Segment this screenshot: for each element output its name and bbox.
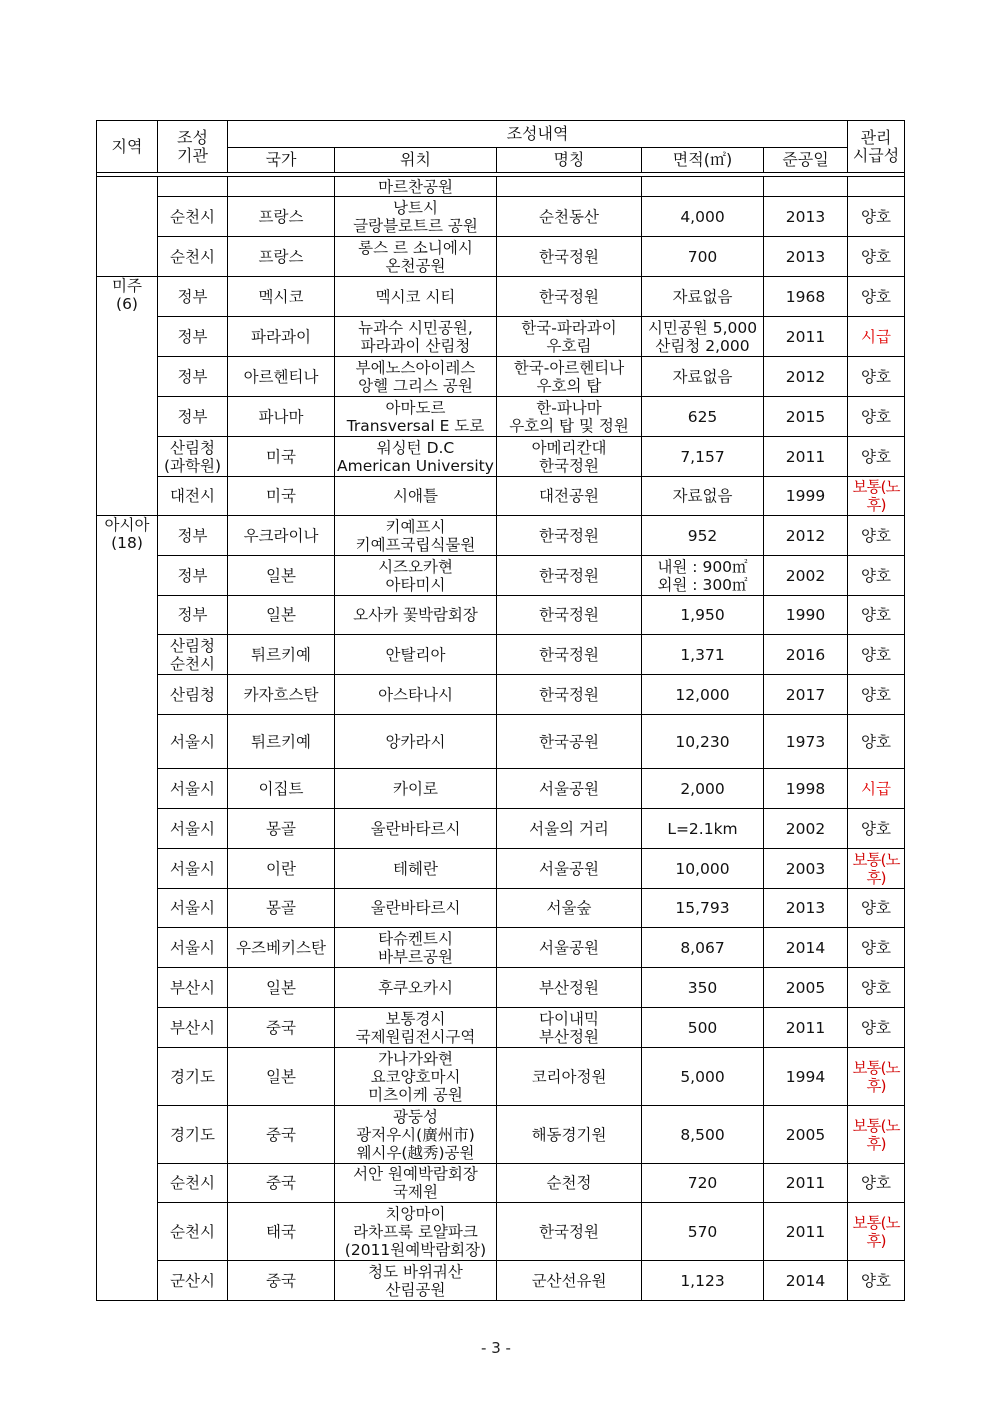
cell-country: 미국	[228, 477, 335, 516]
cell-area: 570	[642, 1203, 764, 1261]
cell-area: 7,157	[642, 437, 764, 477]
cell-area: 내원 : 900㎡ 외원 : 300㎡	[642, 556, 764, 596]
cell-status: 양호	[848, 1164, 905, 1203]
cell-agency: 순천시	[158, 197, 228, 237]
cell-location: 울란바타르시	[335, 809, 497, 849]
table-row	[97, 635, 905, 675]
cell-status: 양호	[848, 437, 905, 477]
cell-country: 이집트	[228, 769, 335, 809]
cell-country: 프랑스	[228, 237, 335, 277]
cell-name: 서울숲	[497, 889, 642, 928]
cell-status: 양호	[848, 635, 905, 675]
cell-country: 일본	[228, 1048, 335, 1106]
cell-status: 보통(노후)	[848, 1203, 905, 1261]
cell-year: 2014	[764, 1261, 848, 1301]
cell-name: 서울공원	[497, 849, 642, 889]
cell-area: 1,371	[642, 635, 764, 675]
cell-year: 2012	[764, 516, 848, 556]
cell-agency: 정부	[158, 357, 228, 397]
table-row	[97, 237, 905, 277]
cell-area: 625	[642, 397, 764, 437]
cell-name: 해동경기원	[497, 1106, 642, 1164]
cell-year: 2005	[764, 1106, 848, 1164]
cell-location: 타슈켄트시 바부르공원	[335, 928, 497, 968]
cell-year: 2003	[764, 849, 848, 889]
cell-agency: 서울시	[158, 809, 228, 849]
cell-status: 양호	[848, 197, 905, 237]
cell-country: 일본	[228, 968, 335, 1008]
cell-country: 파라과이	[228, 317, 335, 357]
cell-location: 안탈리아	[335, 635, 497, 675]
cell-name: 순천동산	[497, 197, 642, 237]
table-row	[97, 397, 905, 437]
cell-area: 5,000	[642, 1048, 764, 1106]
cell-status: 양호	[848, 357, 905, 397]
cell-status: 양호	[848, 237, 905, 277]
region-cell-asia: 아시아 (18)	[97, 516, 158, 1301]
cell-year: 2002	[764, 809, 848, 849]
table-row	[97, 1203, 905, 1261]
table-row	[97, 769, 905, 809]
cell-year: 2002	[764, 556, 848, 596]
cell-location: 뉴과수 시민공원, 파라과이 산림청	[335, 317, 497, 357]
cell-name: 한국-아르헨티나 우호의 탑	[497, 357, 642, 397]
cell-country: 일본	[228, 556, 335, 596]
cell-area: 1,123	[642, 1261, 764, 1301]
cell-status: 양호	[848, 889, 905, 928]
table-row	[97, 928, 905, 968]
cell-status: 양호	[848, 277, 905, 317]
cell-country: 파나마	[228, 397, 335, 437]
korean-garden-table	[96, 120, 905, 1301]
cell-location: 키예프시 키예프국립식물원	[335, 516, 497, 556]
cell-country: 우크라이나	[228, 516, 335, 556]
cell-country: 이란	[228, 849, 335, 889]
cell-country: 중국	[228, 1164, 335, 1203]
cell-country: 중국	[228, 1261, 335, 1301]
cell-agency: 대전시	[158, 477, 228, 516]
cell-area: 12,000	[642, 675, 764, 715]
cell-area	[642, 177, 764, 197]
cell-location: 시즈오카현 아타미시	[335, 556, 497, 596]
table-row	[97, 277, 905, 317]
cell-agency: 부산시	[158, 968, 228, 1008]
cell-name: 한-파나마 우호의 탑 및 정원	[497, 397, 642, 437]
cell-year: 1999	[764, 477, 848, 516]
region-cell-americas: 미주 (6)	[97, 277, 158, 516]
cell-location: 마르찬공원	[335, 177, 497, 197]
cell-name: 아메리칸대 한국정원	[497, 437, 642, 477]
table-row	[97, 1008, 905, 1048]
table-body	[97, 177, 905, 1301]
cell-agency: 정부	[158, 516, 228, 556]
cell-year	[764, 177, 848, 197]
cell-area: 8,500	[642, 1106, 764, 1164]
region-cell-europe	[97, 177, 158, 277]
cell-country: 몽골	[228, 889, 335, 928]
cell-agency: 경기도	[158, 1048, 228, 1106]
cell-location: 앙카라시	[335, 715, 497, 769]
cell-year: 2005	[764, 968, 848, 1008]
cell-agency: 순천시	[158, 1164, 228, 1203]
cell-year: 1990	[764, 596, 848, 635]
cell-status: 보통(노후)	[848, 849, 905, 889]
cell-country: 미국	[228, 437, 335, 477]
cell-location: 치앙마이 라차프룩 로얄파크 (2011원예박람회장)	[335, 1203, 497, 1261]
header-urgency: 관리 시급성	[848, 121, 905, 173]
cell-agency: 산림청 순천시	[158, 635, 228, 675]
cell-agency: 서울시	[158, 889, 228, 928]
cell-status: 보통(노후)	[848, 1048, 905, 1106]
cell-year: 2016	[764, 635, 848, 675]
cell-name: 한국정원	[497, 1203, 642, 1261]
cell-agency: 정부	[158, 317, 228, 357]
cell-agency: 산림청 (과학원)	[158, 437, 228, 477]
cell-name: 한국정원	[497, 635, 642, 675]
table-row	[97, 197, 905, 237]
cell-agency: 정부	[158, 277, 228, 317]
table-row	[97, 357, 905, 397]
table-row	[97, 1106, 905, 1164]
cell-status: 양호	[848, 516, 905, 556]
table-row	[97, 809, 905, 849]
cell-area: 4,000	[642, 197, 764, 237]
cell-year: 2011	[764, 1203, 848, 1261]
cell-area: 자료없음	[642, 477, 764, 516]
cell-name: 서울공원	[497, 769, 642, 809]
table-row	[97, 968, 905, 1008]
cell-name: 군산선유원	[497, 1261, 642, 1301]
cell-name: 한국정원	[497, 675, 642, 715]
table-row	[97, 177, 905, 197]
table-row	[97, 317, 905, 357]
cell-name: 코리아정원	[497, 1048, 642, 1106]
cell-country: 프랑스	[228, 197, 335, 237]
cell-area: 시민공원 5,000 산림청 2,000	[642, 317, 764, 357]
table-row	[97, 1261, 905, 1301]
cell-location: 워싱턴 D.C American University	[335, 437, 497, 477]
cell-area: 10,230	[642, 715, 764, 769]
table-row	[97, 715, 905, 769]
cell-year: 2013	[764, 197, 848, 237]
cell-agency: 정부	[158, 397, 228, 437]
table-row	[97, 556, 905, 596]
cell-country: 우즈베키스탄	[228, 928, 335, 968]
cell-location: 후쿠오카시	[335, 968, 497, 1008]
cell-name: 대전공원	[497, 477, 642, 516]
table-row	[97, 516, 905, 556]
cell-area: 500	[642, 1008, 764, 1048]
cell-status: 양호	[848, 809, 905, 849]
cell-country: 튀르키예	[228, 715, 335, 769]
table-row	[97, 1048, 905, 1106]
cell-name: 한국정원	[497, 556, 642, 596]
cell-agency: 서울시	[158, 715, 228, 769]
cell-agency: 순천시	[158, 237, 228, 277]
cell-country: 카자흐스탄	[228, 675, 335, 715]
table-row	[97, 596, 905, 635]
cell-name: 한국-파라과이 우호림	[497, 317, 642, 357]
cell-area: 350	[642, 968, 764, 1008]
header-region: 지역	[97, 121, 158, 173]
cell-status: 양호	[848, 928, 905, 968]
cell-status: 양호	[848, 1008, 905, 1048]
cell-location: 아마도르 Transversal E 도로	[335, 397, 497, 437]
cell-agency: 서울시	[158, 769, 228, 809]
cell-name	[497, 177, 642, 197]
cell-location: 오사카 꽃박람회장	[335, 596, 497, 635]
cell-agency: 순천시	[158, 1203, 228, 1261]
header-name: 명칭	[497, 148, 642, 173]
header-area: 면적(㎡)	[642, 148, 764, 173]
cell-area: 952	[642, 516, 764, 556]
cell-area: 720	[642, 1164, 764, 1203]
cell-agency: 정부	[158, 596, 228, 635]
cell-area: 자료없음	[642, 277, 764, 317]
cell-area: 1,950	[642, 596, 764, 635]
table-row	[97, 437, 905, 477]
table-row	[97, 477, 905, 516]
cell-agency: 경기도	[158, 1106, 228, 1164]
cell-country: 일본	[228, 596, 335, 635]
header-country: 국가	[228, 148, 335, 173]
cell-location: 카이로	[335, 769, 497, 809]
cell-status: 보통(노후)	[848, 477, 905, 516]
cell-country: 중국	[228, 1008, 335, 1048]
cell-area: L=2.1km	[642, 809, 764, 849]
cell-location: 테헤란	[335, 849, 497, 889]
cell-location: 부에노스아이레스 앙헬 그리스 공원	[335, 357, 497, 397]
cell-status: 보통(노후)	[848, 1106, 905, 1164]
cell-year: 1994	[764, 1048, 848, 1106]
cell-location: 보통경시 국제원림전시구역	[335, 1008, 497, 1048]
cell-year: 2011	[764, 437, 848, 477]
cell-location: 롱스 르 소니에시 온천공원	[335, 237, 497, 277]
cell-area: 700	[642, 237, 764, 277]
cell-status: 양호	[848, 397, 905, 437]
cell-country: 아르헨티나	[228, 357, 335, 397]
cell-location: 낭트시 글랑블로트르 공원	[335, 197, 497, 237]
table-row	[97, 849, 905, 889]
cell-area: 10,000	[642, 849, 764, 889]
cell-status	[848, 177, 905, 197]
cell-year: 2017	[764, 675, 848, 715]
cell-year: 2013	[764, 237, 848, 277]
cell-status: 시급	[848, 317, 905, 357]
cell-name: 부산정원	[497, 968, 642, 1008]
cell-location: 아스타나시	[335, 675, 497, 715]
cell-name: 한국정원	[497, 277, 642, 317]
table-row	[97, 889, 905, 928]
cell-country: 튀르키예	[228, 635, 335, 675]
cell-year: 2013	[764, 889, 848, 928]
header-location: 위치	[335, 148, 497, 173]
cell-name: 한국정원	[497, 516, 642, 556]
cell-agency	[158, 177, 228, 197]
cell-status: 양호	[848, 675, 905, 715]
cell-status: 시급	[848, 769, 905, 809]
cell-year: 2015	[764, 397, 848, 437]
cell-status: 양호	[848, 1261, 905, 1301]
cell-status: 양호	[848, 556, 905, 596]
cell-name: 한국공원	[497, 715, 642, 769]
cell-name: 다이내믹 부산정원	[497, 1008, 642, 1048]
cell-agency: 서울시	[158, 928, 228, 968]
header-agency: 조성 기관	[158, 121, 228, 173]
cell-agency: 서울시	[158, 849, 228, 889]
cell-status: 양호	[848, 968, 905, 1008]
cell-year: 2011	[764, 317, 848, 357]
cell-year: 2011	[764, 1008, 848, 1048]
cell-name: 한국정원	[497, 237, 642, 277]
cell-location: 가나가와현 요코양호마시 미츠이케 공원	[335, 1048, 497, 1106]
cell-status: 양호	[848, 596, 905, 635]
cell-country: 멕시코	[228, 277, 335, 317]
cell-area: 15,793	[642, 889, 764, 928]
cell-area: 2,000	[642, 769, 764, 809]
cell-area: 자료없음	[642, 357, 764, 397]
cell-year: 2012	[764, 357, 848, 397]
cell-location: 시애틀	[335, 477, 497, 516]
cell-country	[228, 177, 335, 197]
cell-location: 청도 바위궈산 산림공원	[335, 1261, 497, 1301]
cell-agency: 정부	[158, 556, 228, 596]
cell-country: 태국	[228, 1203, 335, 1261]
cell-name: 서울의 거리	[497, 809, 642, 849]
cell-location: 서안 원예박람회장 국제원	[335, 1164, 497, 1203]
cell-status: 양호	[848, 715, 905, 769]
cell-area: 8,067	[642, 928, 764, 968]
cell-year: 1968	[764, 277, 848, 317]
cell-location: 광둥성 광저우시(廣州市) 웨시우(越秀)공원	[335, 1106, 497, 1164]
header-details: 조성내역	[228, 121, 848, 148]
cell-year: 1973	[764, 715, 848, 769]
cell-year: 2011	[764, 1164, 848, 1203]
cell-year: 1998	[764, 769, 848, 809]
cell-agency: 부산시	[158, 1008, 228, 1048]
cell-location: 멕시코 시티	[335, 277, 497, 317]
table-row	[97, 675, 905, 715]
table-row	[97, 1164, 905, 1203]
page-number: - 3 -	[481, 1339, 511, 1357]
cell-agency: 산림청	[158, 675, 228, 715]
header-completed: 준공일	[764, 148, 848, 173]
cell-agency: 군산시	[158, 1261, 228, 1301]
cell-country: 몽골	[228, 809, 335, 849]
cell-location: 울란바타르시	[335, 889, 497, 928]
cell-country: 중국	[228, 1106, 335, 1164]
cell-year: 2014	[764, 928, 848, 968]
cell-name: 순천정	[497, 1164, 642, 1203]
cell-name: 한국정원	[497, 596, 642, 635]
cell-name: 서울공원	[497, 928, 642, 968]
